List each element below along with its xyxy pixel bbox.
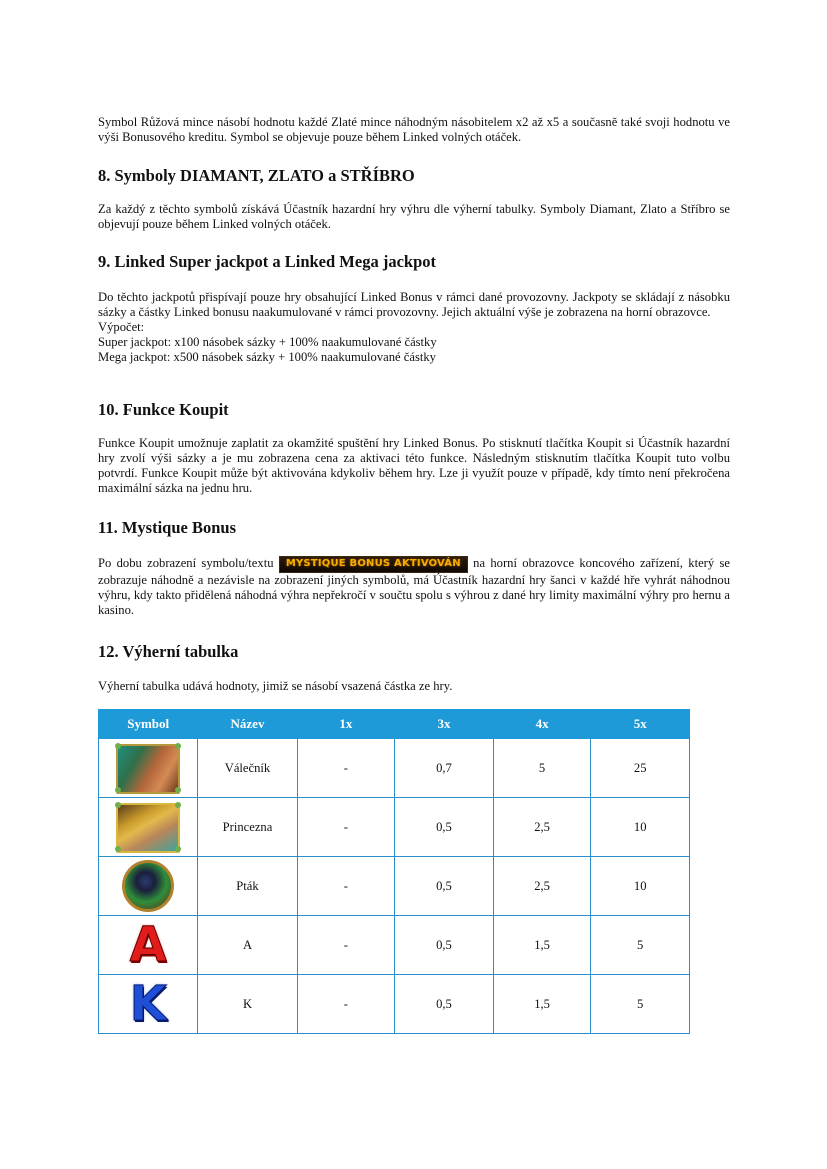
payout-5x-cell: 10 — [591, 857, 690, 916]
column-header-3x: 3x — [395, 710, 494, 739]
payout-3x-cell: 0,5 — [395, 798, 494, 857]
paragraph-start: Po dobu zobrazení symbolu/textu — [98, 556, 274, 570]
letter-k-symbol-icon: K — [129, 976, 167, 1032]
column-header-name: Název — [198, 710, 297, 739]
name-cell: Pták — [198, 857, 297, 916]
section-paragraph: Do těchto jackpotů přispívají pouze hry obsahující Linked Bonus v rámci dané provozovny. Jackpoty se skládají z násobku sázky a částky Linked bonusu naakumulované v rámci provozovny. Jejich aktuální výše je zobrazena na horní obrazovce. — [98, 290, 730, 319]
payout-4x-cell: 1,5 — [493, 916, 591, 975]
symbol-cell — [99, 739, 198, 798]
section-11 — [98, 518, 730, 538]
section-12 — [98, 642, 730, 662]
toucan-bird-symbol-icon — [122, 860, 174, 912]
payout-1x-cell: - — [297, 739, 395, 798]
table-row — [99, 916, 690, 975]
section-11-body — [98, 556, 730, 618]
payout-4x-cell: 2,5 — [493, 857, 591, 916]
payout-5x-cell: 5 — [591, 916, 690, 975]
payout-5x-cell: 10 — [591, 798, 690, 857]
name-cell: K — [198, 975, 297, 1034]
warrior-symbol-icon — [116, 744, 180, 792]
section-12-body — [98, 679, 730, 694]
calc-line-super: Super jackpot: x100 násobek sázky + 100% naakumulované částky — [98, 335, 437, 349]
intro-text: Symbol Růžová mince násobí hodnotu každé Zlaté mince náhodným násobitelem x2 až x5 a současně také svoji hodnotu ve výši Bonusového kreditu. Symbol se objevuje pouze během Linked volných otáček. — [98, 115, 730, 144]
table-row — [99, 798, 690, 857]
paytable — [98, 709, 690, 1034]
mystique-bonus-badge: MYSTIQUE BONUS AKTIVOVÁN — [279, 556, 468, 573]
payout-4x-cell: 2,5 — [493, 798, 591, 857]
column-header-1x: 1x — [297, 710, 395, 739]
payout-1x-cell: - — [297, 857, 395, 916]
table-row — [99, 857, 690, 916]
letter-a-symbol-icon: A — [129, 917, 167, 973]
table-row — [99, 975, 690, 1034]
column-header-symbol: Symbol — [99, 710, 198, 739]
payout-5x-cell: 5 — [591, 975, 690, 1034]
payout-4x-cell: 1,5 — [493, 975, 591, 1034]
section-10 — [98, 400, 730, 420]
section-heading: 12. Výherní tabulka — [98, 642, 239, 661]
section-heading: 9. Linked Super jackpot a Linked Mega jackpot — [98, 252, 436, 271]
symbol-cell — [99, 857, 198, 916]
section-9 — [98, 252, 730, 272]
section-8 — [98, 166, 730, 186]
payout-1x-cell: - — [297, 916, 395, 975]
section-paragraph: Výherní tabulka udává hodnoty, jimiž se násobí vsazená částka ze hry. — [98, 679, 453, 693]
paytable-header-row — [99, 710, 690, 739]
table-row — [99, 739, 690, 798]
intro-paragraph — [98, 115, 730, 145]
section-heading: 11. Mystique Bonus — [98, 518, 236, 537]
section-8-body — [98, 202, 730, 232]
payout-3x-cell: 0,5 — [395, 975, 494, 1034]
section-heading: 10. Funkce Koupit — [98, 400, 229, 419]
symbol-cell — [99, 916, 198, 975]
payout-3x-cell: 0,5 — [395, 916, 494, 975]
column-header-5x: 5x — [591, 710, 690, 739]
calc-label: Výpočet: — [98, 320, 145, 334]
name-cell: Princezna — [198, 798, 297, 857]
name-cell: Válečník — [198, 739, 297, 798]
column-header-4x: 4x — [493, 710, 591, 739]
paragraph-rest: na horní obrazovce koncového zařízení, který se zobrazuje náhodně a nezávisle na zobrazení jiných symbolů, má Účastník hazardní hry šanci v každé hře vyhrát náhodnou výhru, kdy takto přidělená náhodná výhra nepřekročí v součtu spolu s výhrou z dané hry limity maximální výhry pro hernu a kasino. — [98, 556, 730, 617]
payout-1x-cell: - — [297, 798, 395, 857]
princess-symbol-icon — [116, 803, 180, 851]
section-paragraph — [98, 556, 730, 618]
symbol-cell — [99, 975, 198, 1034]
calc-line-mega: Mega jackpot: x500 násobek sázky + 100% naakumulované částky — [98, 350, 436, 364]
payout-1x-cell: - — [297, 975, 395, 1034]
section-10-body — [98, 436, 730, 496]
section-paragraph: Za každý z těchto symbolů získává Účastník hazardní hry výhru dle výherní tabulky. Symboly Diamant, Zlato a Stříbro se objevují pouze během Linked volných otáček. — [98, 202, 730, 231]
payout-5x-cell: 25 — [591, 739, 690, 798]
payout-3x-cell: 0,5 — [395, 857, 494, 916]
section-paragraph: Funkce Koupit umožnuje zaplatit za okamžité spuštění hry Linked Bonus. Po stisknutí tlačítka Koupit si Účastník hazardní hry zvolí výši sázky a je mu zobrazena cena za aktivaci této funkce. Následným stisknutím tlačítka Koupit tuto volbu potvrdí. Funkce Koupit může být aktivována kdykoliv během hry. Lze ji využít pouze v případě, kdy tímto není překročena maximální sázka na jednu hru. — [98, 436, 730, 495]
payout-3x-cell: 0,7 — [395, 739, 494, 798]
payout-4x-cell: 5 — [493, 739, 591, 798]
section-heading: 8. Symboly DIAMANT, ZLATO a STŘÍBRO — [98, 166, 415, 185]
symbol-cell — [99, 798, 198, 857]
section-9-body — [98, 290, 730, 365]
name-cell: A — [198, 916, 297, 975]
